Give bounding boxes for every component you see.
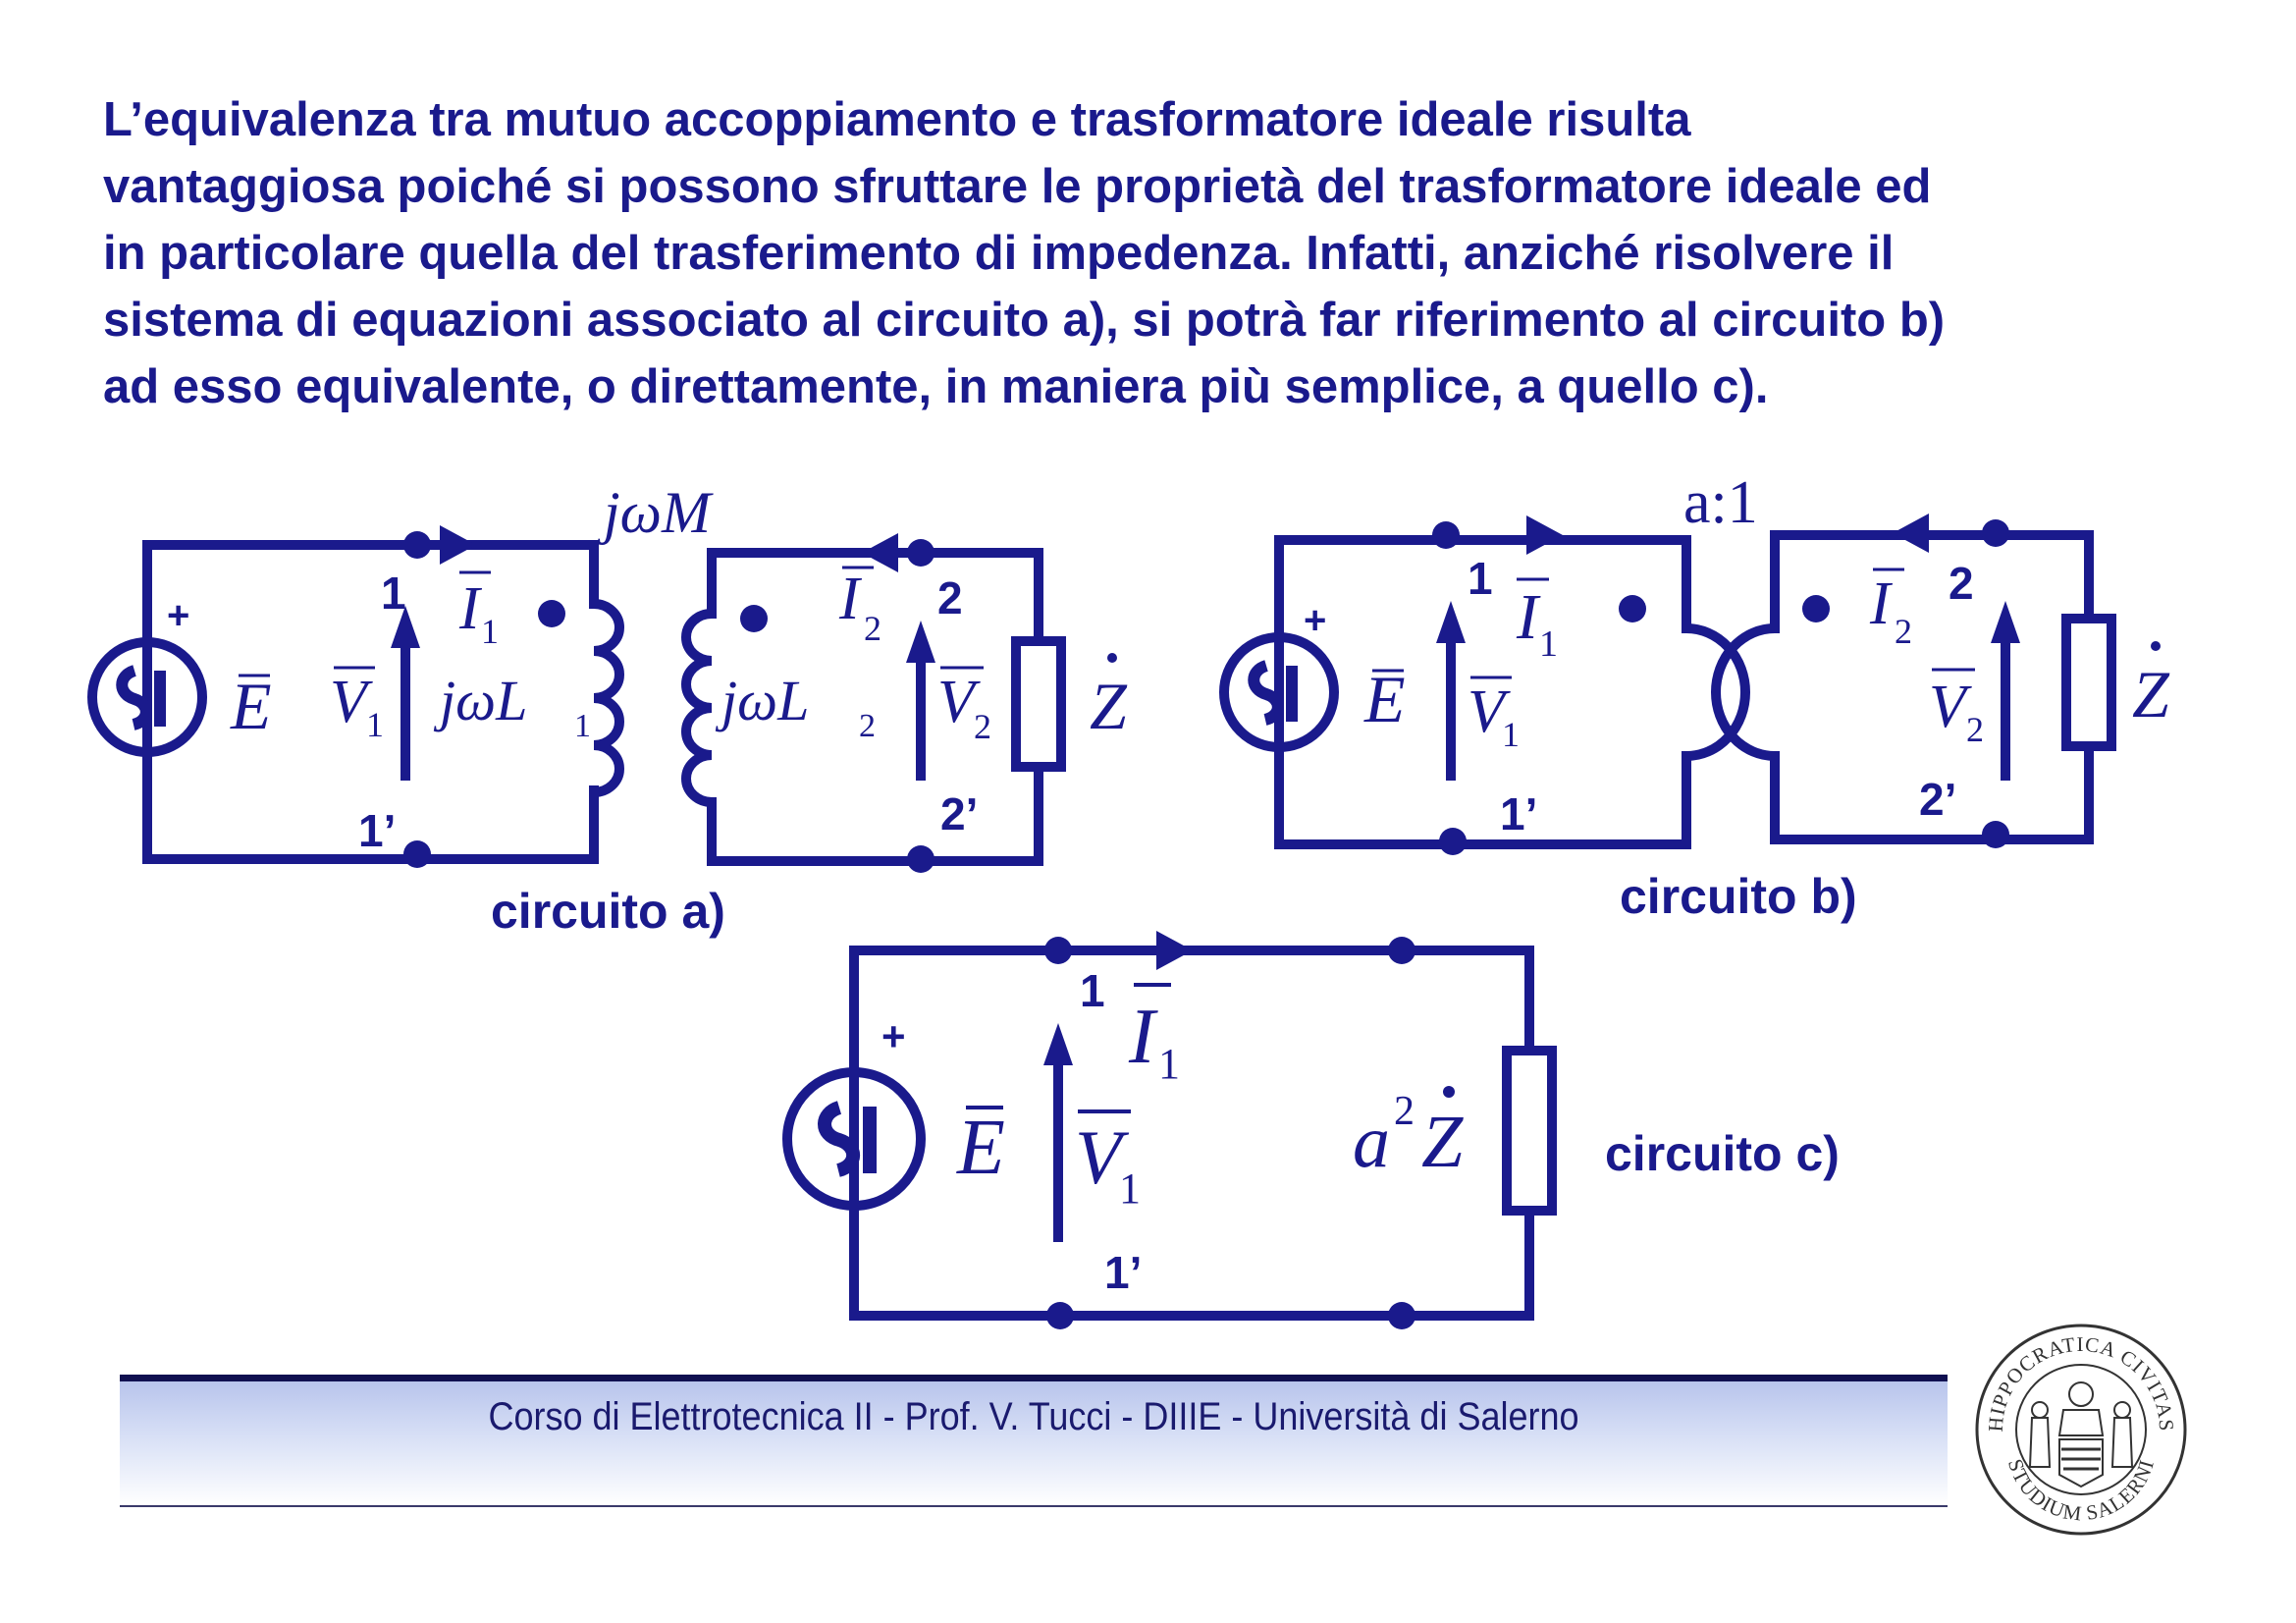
circuit-b-node-1: [1432, 521, 1460, 549]
circuit-b-i1-sub: 1: [1539, 623, 1558, 665]
circuit-a-current-arrow-i1: [440, 525, 476, 565]
circuit-a-node-1-label: 1: [381, 568, 406, 619]
paragraph-line: ad esso equivalente, o direttamente, in maniera più semplice, a quello c).: [103, 360, 1769, 413]
svg-text:HIPPOCRATICA CIVITAS: HIPPOCRATICA CIVITAS: [1983, 1331, 2179, 1433]
circuit-a-v2-label: V: [937, 669, 975, 735]
circuit-b-i1-label: I: [1517, 581, 1538, 653]
footer-course-text: Corso di Elettrotecnica II - Prof. V. Tucci - DIIIE - Università di Salerno: [488, 1395, 1579, 1438]
circuit-b-node-2: [1982, 519, 2009, 547]
circuit-c-sine-glyph: [825, 1108, 853, 1170]
circuit-b-current-arrow-i1: [1526, 515, 1563, 555]
circuit-c-load-impedance: [1507, 1051, 1552, 1211]
circuit-a-v1-sub: 1: [366, 705, 384, 744]
circuit-c-load-label: Z: [1421, 1101, 1464, 1183]
paragraph-line: L’equivalenza tra mutuo accoppiamento e trasformatore ideale risulta: [103, 93, 1691, 146]
svg-text:STUDIUM SALERNI: STUDIUM SALERNI: [2002, 1456, 2160, 1526]
circuit-a-node-2p: [907, 845, 934, 873]
circuit-c-v1-label: V: [1075, 1114, 1122, 1200]
circuit-b-i2-sub: 2: [1895, 612, 1912, 651]
circuit-c-node-1-label: 1: [1080, 965, 1105, 1016]
circuit-a-secondary-coil: [686, 614, 712, 802]
circuit-b-node-1p: [1439, 828, 1467, 855]
paragraph-line: sistema di equazioni associato al circuito a), si potrà far riferimento al circuito b): [103, 294, 1946, 347]
circuit-a-v2-sub: 2: [974, 707, 991, 746]
circuit-a-node-2p-label: 2’: [940, 788, 979, 839]
circuit-a-load-dot: [1107, 653, 1117, 663]
circuit-b-v2-label: V: [1929, 674, 1966, 740]
paragraph-line: vantaggiosa poiché si possono sfruttare le proprietà del trasformatore ideale ed: [103, 160, 1932, 213]
paragraph-line: in particolare quella del trasferimento di impedenza. Infatti, anziché risolvere il: [103, 227, 1895, 280]
circuit-a: [92, 480, 1128, 939]
circuit-c-i1-sub: 1: [1158, 1040, 1180, 1088]
circuit-a-dot-primary: [538, 600, 565, 627]
circuit-b-node-1-label: 1: [1468, 553, 1493, 604]
circuit-b-current-arrow-i2: [1893, 514, 1929, 553]
circuit-c-plus-sign: +: [881, 1013, 906, 1059]
circuit-b-plus-sign: +: [1304, 599, 1327, 642]
circuit-b-node-1p-label: 1’: [1500, 788, 1538, 839]
circuit-b: [1224, 469, 2170, 924]
circuit-a-mutual-label: jωM: [604, 480, 712, 545]
circuit-c-current-arrow-i1: [1156, 931, 1193, 970]
circuit-a-node-1p: [403, 840, 431, 868]
circuit-a-caption: circuito a): [491, 884, 725, 939]
circuit-a-l1-sub: 1: [574, 708, 591, 744]
circuit-a-plus-sign: +: [167, 594, 190, 637]
circuit-b-ratio-label: a:1: [1683, 469, 1758, 536]
circuit-a-v2-arrowhead: [906, 621, 935, 663]
circuit-a-load-impedance: [1016, 641, 1061, 767]
circuit-a-l2-label: jωL: [721, 669, 810, 732]
circuit-a-node-1p-label: 1’: [358, 805, 397, 856]
circuit-c-load-coef: a: [1353, 1101, 1390, 1183]
circuit-b-v1-label: V: [1468, 678, 1505, 745]
circuit-a-node-2: [907, 539, 934, 567]
circuit-c: [787, 931, 1840, 1329]
circuit-b-caption: circuito b): [1620, 869, 1857, 924]
circuit-c-v1-sub: 1: [1119, 1164, 1141, 1213]
circuit-b-node-2p: [1982, 821, 2009, 848]
circuit-c-v1-arrowhead: [1043, 1023, 1073, 1065]
circuit-b-dot-secondary: [1802, 595, 1830, 622]
circuit-a-v1-label: V: [330, 669, 367, 735]
circuit-c-caption: circuito c): [1605, 1126, 1840, 1181]
circuit-a-i1-sub: 1: [481, 612, 499, 651]
circuit-a-source-label: E: [231, 669, 272, 743]
circuit-b-i2-label: I: [1870, 570, 1891, 637]
university-seal-logo: [1971, 1320, 2192, 1541]
circuit-a-node-2-label: 2: [937, 572, 963, 623]
circuit-a-i1-label: I: [459, 575, 480, 642]
circuit-c-load-exp: 2: [1394, 1089, 1415, 1134]
circuit-b-v1-sub: 1: [1502, 715, 1520, 754]
circuit-c-node-1p-label: 1’: [1104, 1247, 1143, 1298]
circuit-c-node-1: [1044, 937, 1072, 964]
circuit-b-v2-arrowhead: [1991, 601, 2020, 643]
circuit-c-load-dot: [1443, 1086, 1455, 1098]
circuit-b-source-label: E: [1364, 662, 1406, 736]
circuit-b-dot-primary: [1619, 595, 1646, 622]
circuit-c-node-1p: [1046, 1302, 1074, 1329]
circuit-a-i2-label: I: [839, 566, 860, 632]
circuit-b-load-dot: [2151, 641, 2161, 651]
circuit-b-load-label: Z: [2132, 657, 2169, 731]
circuit-b-load-impedance: [2066, 619, 2111, 746]
circuit-a-dot-secondary: [740, 605, 768, 632]
circuit-a-primary-coil: [594, 604, 619, 792]
circuit-a-l2-sub: 2: [859, 708, 876, 744]
circuit-b-v1-arrowhead: [1436, 601, 1466, 643]
circuit-a-load-label: Z: [1090, 669, 1127, 743]
circuit-b-node-2-label: 2: [1949, 558, 1974, 609]
circuit-a-node-1: [403, 531, 431, 559]
circuit-c-source-label: E: [957, 1105, 1005, 1191]
circuit-b-node-2p-label: 2’: [1919, 774, 1957, 825]
circuit-b-v2-sub: 2: [1966, 710, 1984, 749]
footer-band: [120, 1375, 1948, 1507]
circuit-c-node-1-right: [1388, 937, 1415, 964]
circuit-a-l1-label: jωL: [440, 669, 528, 732]
circuit-a-i2-sub: 2: [864, 609, 881, 648]
circuit-c-i1-label: I: [1129, 994, 1155, 1080]
circuit-c-node-1p-right: [1388, 1302, 1415, 1329]
